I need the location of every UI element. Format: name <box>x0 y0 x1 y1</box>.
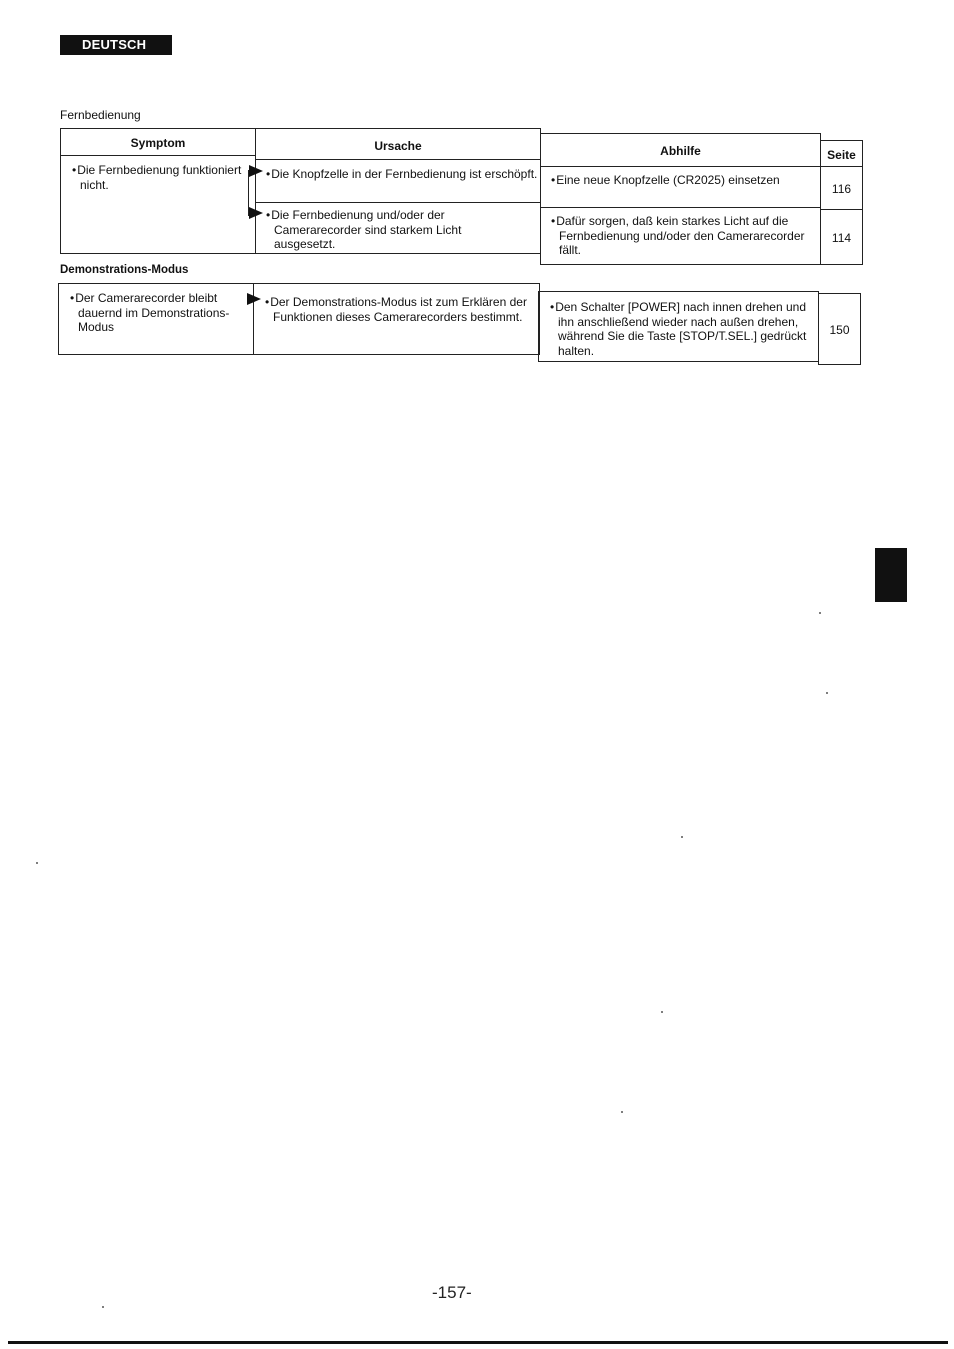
remedy-text: • Den Schalter [POWER] nach innen drehen und ihn anschließend wieder nach außen drehen, während Sie die Taste [STOP/T.SEL.] gedrückt halten. <box>550 300 820 358</box>
header-divider <box>540 166 821 167</box>
scan-speck <box>661 1011 663 1013</box>
scan-speck <box>36 862 38 864</box>
footer-rule <box>8 1341 948 1344</box>
section-title-remote-control: Fernbedienung <box>60 108 141 122</box>
cause-text-row-1: • Die Knopfzelle in der Fernbedienung ist erschöpft. <box>266 167 542 182</box>
cause-text: • Der Demonstrations-Modus ist zum Erklären der Funktionen dieses Camerarecorders bestimmt. <box>265 295 541 324</box>
language-badge: DEUTSCH <box>60 35 172 55</box>
header-cause: Ursache <box>374 139 422 153</box>
page-ref-row-2: 114 <box>831 231 852 245</box>
section-title-demo-mode: Demonstrations-Modus <box>60 264 189 276</box>
header-symptom: Symptom <box>130 136 186 150</box>
symptom-text: • Die Fernbedienung funktioniert nicht. <box>72 163 255 192</box>
page-number: -157- <box>432 1283 472 1302</box>
header-page: Seite <box>827 148 856 162</box>
row-divider <box>820 209 863 210</box>
header-divider <box>60 155 256 156</box>
remedy-text-row-2: • Dafür sorgen, daß kein starkes Licht auf die Fernbedienung und/oder den Camerarecorder fällt. <box>551 214 821 258</box>
symptom-text: • Der Camerarecorder bleibt dauernd im Demonstrations-Modus <box>70 291 254 335</box>
scan-speck <box>819 612 821 614</box>
cause-text-row-2: • Die Fernbedienung und/oder der Camerarecorder sind starkem Licht ausgesetzt. <box>266 208 506 252</box>
page-ref: 150 <box>829 323 850 337</box>
remedy-text-row-1: • Eine neue Knopfzelle (CR2025) einsetzen <box>551 173 821 188</box>
arrow-right-icon <box>249 207 263 219</box>
scan-speck <box>826 692 828 694</box>
row-divider <box>540 207 821 208</box>
header-divider <box>255 159 541 160</box>
header-divider <box>820 166 863 167</box>
scan-speck <box>621 1111 623 1113</box>
scan-speck <box>102 1306 104 1308</box>
page-ref-row-1: 116 <box>831 182 852 196</box>
row-divider <box>255 202 541 203</box>
chapter-tab-marker <box>875 548 907 602</box>
header-remedy: Abhilfe <box>660 144 701 158</box>
arrow-right-icon <box>249 165 263 177</box>
arrow-right-icon <box>247 293 261 305</box>
scan-speck <box>681 836 683 838</box>
